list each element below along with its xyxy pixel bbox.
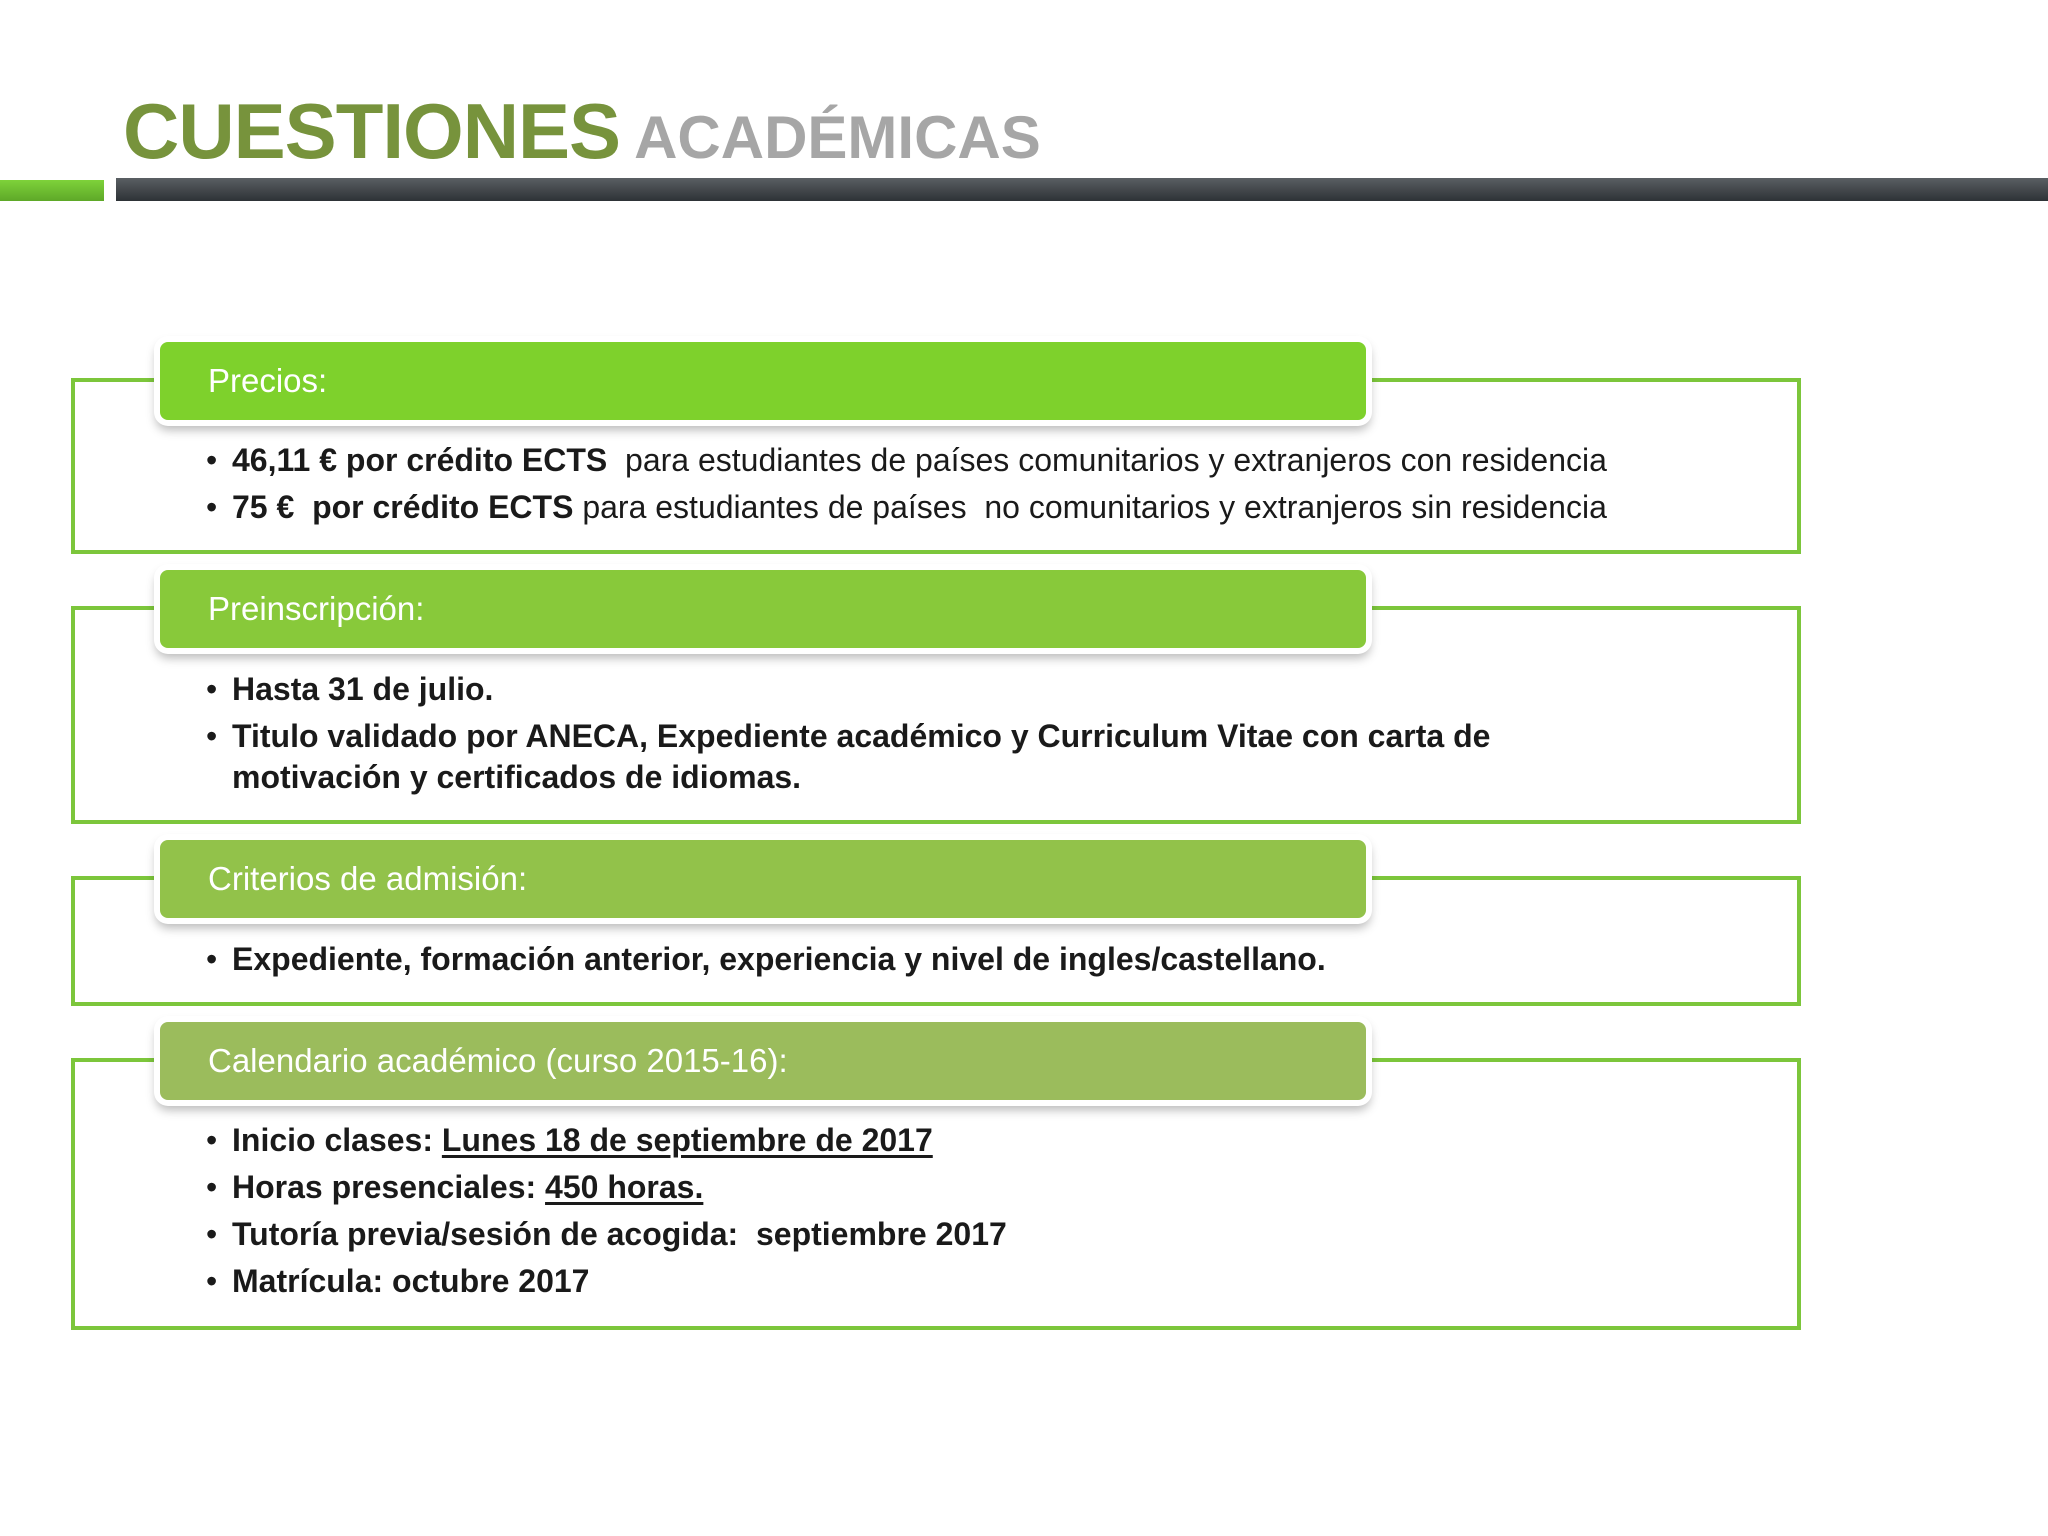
price-eu-text: para estudiantes de países comunitarios y extranjeros con residencia: [607, 442, 1607, 478]
calendario-list: [206, 1117, 1766, 1305]
criterios-list: [206, 936, 1766, 983]
title-sub: ACADÉMICAS: [634, 104, 1041, 171]
list-item: • Horas presenciales: 450 horas.: [206, 1164, 1766, 1211]
list-item: [206, 484, 1766, 531]
start-date: Lunes 18 de septiembre de 2017: [441, 1122, 933, 1158]
list-item: • Tutoría previa/sesión de acogida: septiembre 2017: [206, 1211, 1766, 1258]
list-item: • Matrícula: octubre 2017: [206, 1258, 1766, 1305]
precios-header: Precios:: [160, 342, 1366, 420]
list-item: • Hasta 31 de julio.: [206, 666, 1546, 713]
accent-bar-green: [0, 180, 104, 201]
contact-hours: 450 horas.: [545, 1169, 704, 1205]
list-item: • Titulo validado por ANECA, Expediente académico y Curriculum Vitae con carta de motivación y certificados de idiomas.: [206, 716, 1546, 798]
price-eu-amount: 46,11 € por crédito ECTS: [232, 442, 608, 478]
preinscripcion-list: [206, 666, 1546, 798]
list-item: • Expediente, formación anterior, experiencia y nivel de ingles/castellano.: [206, 936, 1766, 983]
accent-bar-dark: [116, 178, 2048, 201]
precios-list: [206, 437, 1766, 531]
title-main: CUESTIONES: [123, 87, 621, 175]
price-non-eu-amount: 75 € por crédito ECTS: [232, 489, 574, 525]
list-item: • Inicio clases: Lunes 18 de septiembre de 2017: [206, 1117, 1766, 1164]
price-non-eu-text: para estudiantes de países no comunitarios y extranjeros sin residencia: [573, 489, 1607, 525]
list-item: [206, 437, 1766, 484]
slide-title: [123, 87, 1041, 175]
preinscripcion-header: Preinscripción:: [160, 570, 1366, 648]
criterios-header: Criterios de admisión:: [160, 840, 1366, 918]
calendario-header: Calendario académico (curso 2015-16):: [160, 1022, 1366, 1100]
